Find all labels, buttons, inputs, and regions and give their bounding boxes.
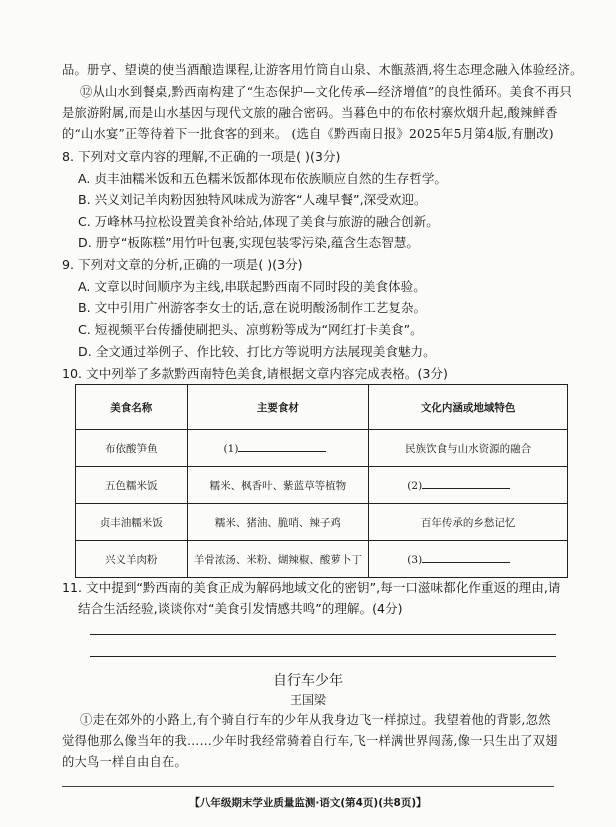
food-name-cell: 贞丰油糯米饭: [76, 504, 188, 541]
question-11-line: 11. 文中提到“黔西南的美食正成为解码地域文化的密钥”,每一口滋味都化作重返的理由,请: [62, 580, 561, 595]
blank-label: (2): [407, 480, 423, 492]
answer-blank-2[interactable]: [422, 478, 510, 489]
answer-blank-3[interactable]: [422, 552, 510, 563]
footer-rule: [62, 786, 554, 787]
question-8-stem: 8. 下列对文章内容的理解,不正确的一项是( )(3分): [62, 149, 341, 164]
table-header-cell: 文化内涵或地域特色: [369, 385, 568, 430]
question-9-option-d: D. 全文通过举例子、作比较、打比方等说明方法展现美食魅力。: [78, 344, 436, 359]
food-name-cell: 布依酸笋鱼: [76, 430, 188, 467]
culture-cell: [369, 541, 568, 578]
question-8-option-b: B. 兴义刘记羊肉粉因独特风味成为游客“人魂早餐”,深受欢迎。: [78, 192, 427, 207]
question-9-option-b: B. 文中引用广州游客李女士的话,意在说明酸汤制作工艺复杂。: [78, 300, 427, 315]
question-9-stem: 9. 下列对文章的分析,正确的一项是( )(3分): [62, 257, 303, 272]
question-8-option-a: A. 贞丰油糯米饭和五色糯米饭都体现布依族顺应自然的生存哲学。: [78, 171, 448, 186]
question-9-option-c: C. 短视频平台传播使刷把头、凉剪粉等成为“网红打卡美食”。: [78, 322, 423, 337]
question-11-line: 结合生活经验,谈谈你对“美食引发情感共鸣”的理解。(4分): [78, 601, 403, 616]
story-title: 自行车少年: [273, 673, 343, 689]
question-8-option-c: C. 万峰林马拉松设置美食补给站,体现了美食与旅游的融合创新。: [78, 214, 439, 229]
story-line: 的大鸟一样自由自在。: [62, 755, 187, 769]
blank-label: (1): [223, 443, 239, 455]
ingredients-cell: 糯米、枫香叶、紫蓝草等植物: [187, 467, 369, 504]
story-line: ①走在郊外的小路上,有个骑自行车的少年从我身边飞一样掠过。我望着他的背影,忽然: [80, 713, 551, 727]
story-line: 觉得他那么像当年的我……少年时我经常骑着自行车,飞一样满世界闯荡,像一只生出了双翅: [62, 734, 558, 748]
question-8-option-d: D. 册亨“板陈糕”用竹叶包裹,实现包装零污染,蕴含生态智慧。: [78, 235, 420, 250]
page-footer: 【八年级期末学业质量监测·语文(第4页)(共8页)】: [189, 797, 427, 809]
story-author: 王国梁: [289, 693, 326, 707]
question-10-stem: 10. 文中列举了多款黔西南特色美食,请根据文章内容完成表格。(3分): [62, 366, 448, 381]
question-9-option-a: A. 文章以时间顺序为主线,串联起黔西南不同时段的美食体验。: [78, 279, 426, 294]
culture-cell: [369, 467, 568, 504]
culture-cell: 百年传承的乡愁记忆: [369, 504, 568, 541]
table-row: [76, 504, 568, 541]
passage-line: 是旅游附属,而是山水基因与现代文旅的融合密码。当暮色中的布依村寨炊烟升起,酸辣鲜香: [62, 106, 558, 120]
answer-blank-1[interactable]: [238, 441, 326, 452]
passage-line: 品。册亨、望谟的使当酒酿造课程,让游客用竹筒自山泉、木甑蒸酒,将生态理念融入体验经济。: [62, 63, 583, 77]
table-row: [76, 541, 568, 578]
table-header-row: [76, 385, 568, 430]
food-table: [75, 384, 568, 578]
table-row: [76, 467, 568, 504]
food-name-cell: 五色糯米饭: [76, 467, 188, 504]
table-header-cell: 美食名称: [76, 385, 188, 430]
answer-line[interactable]: [90, 634, 556, 635]
ingredients-cell: [187, 430, 369, 467]
ingredients-cell: 羊骨浓汤、米粉、煳辣椒、酸萝卜丁: [187, 541, 369, 578]
table-row: [76, 430, 568, 467]
table-header-cell: 主要食材: [187, 385, 369, 430]
passage-line: ⑫从山水到餐桌,黔西南构建了“生态保护—文化传承—经济增值”的良性循环。美食不再只: [80, 85, 572, 99]
food-name-cell: 兴义羊肉粉: [76, 541, 188, 578]
culture-cell: 民族饮食与山水资源的融合: [369, 430, 568, 467]
blank-label: (3): [407, 554, 423, 566]
answer-line[interactable]: [90, 656, 556, 657]
passage-line: 的“山水宴”正等待着下一批食客的到来。 (选自《黔西南日报》2025年5月第4版,有删改): [62, 127, 554, 141]
ingredients-cell: 糯米、猪油、脆哨、辣子鸡: [187, 504, 369, 541]
